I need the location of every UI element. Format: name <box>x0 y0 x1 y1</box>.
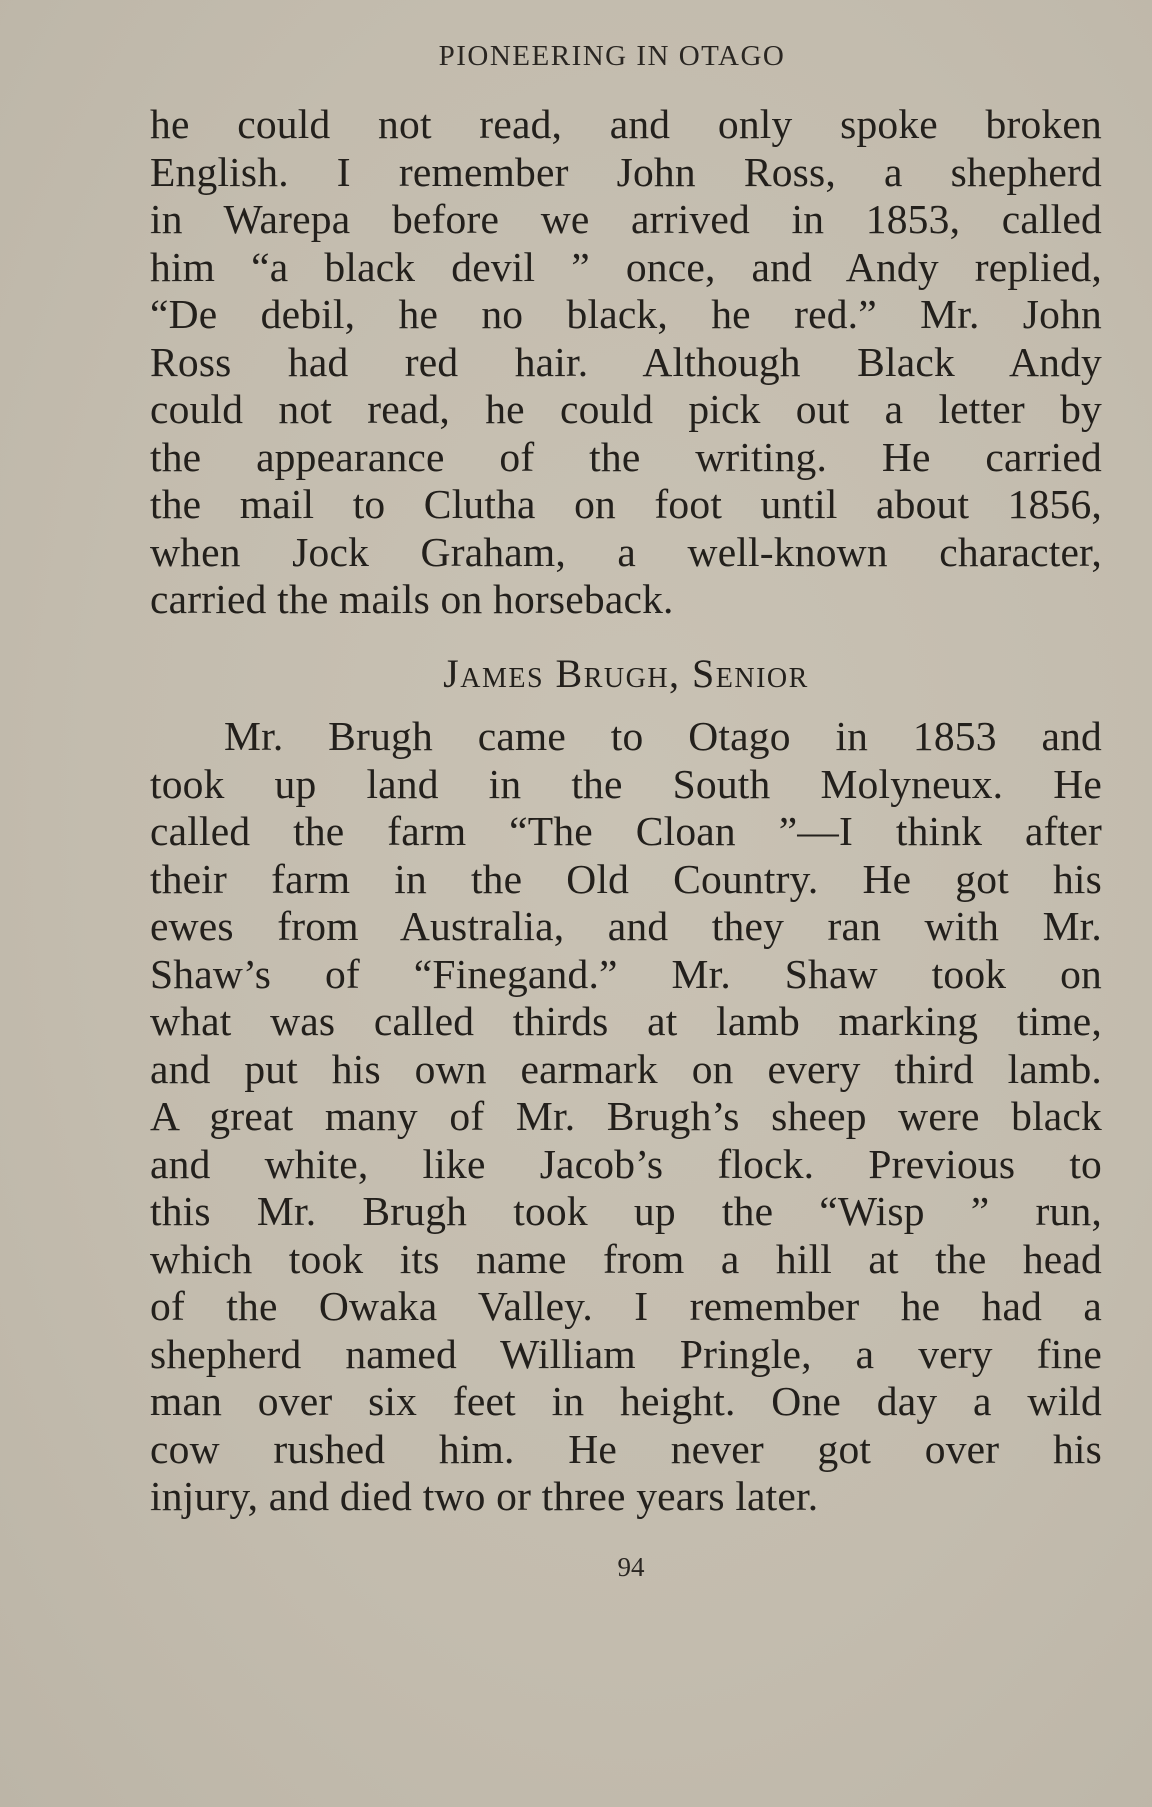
running-head: PIONEERING IN OTAGO <box>438 40 786 72</box>
text-line: in Warepa before we arrived in 1853, called <box>150 196 1102 242</box>
body-text <box>150 101 1102 1521</box>
text-line: the appearance of the writing. He carried <box>150 433 1102 480</box>
text-line: Mr. Brugh came to Otago in 1853 and <box>224 713 1102 759</box>
text-line: Ross had red hair. Although Black Andy <box>150 338 1102 385</box>
page-number: 94 <box>617 1552 645 1582</box>
section-heading: James Brugh, Senior <box>443 650 809 696</box>
text-line: shepherd named William Pringle, a very fine <box>150 1330 1102 1377</box>
text-line: which took its name from a hill at the head <box>150 1235 1102 1282</box>
text-line: injury, and died two or three years later. <box>150 1473 819 1519</box>
text-line: ewes from Australia, and they ran with Mr. <box>150 903 1102 949</box>
text-line: English. I remember John Ross, a shepherd <box>150 148 1102 195</box>
text-line: carried the mails on horseback. <box>150 576 674 622</box>
text-line: and put his own earmark on every third lamb. <box>150 1045 1102 1092</box>
text-line: this Mr. Brugh took up the “Wisp ” run, <box>150 1188 1102 1234</box>
text-line: what was called thirds at lamb marking time, <box>150 998 1102 1044</box>
text-line: called the farm “The Cloan ”—I think after <box>150 808 1102 854</box>
paragraph-2 <box>150 713 1102 1521</box>
text-line: cow rushed him. He never got over his <box>150 1425 1102 1472</box>
text-line: he could not read, and only spoke broken <box>150 101 1102 147</box>
text-line: their farm in the Old Country. He got his <box>150 855 1102 902</box>
text-line: him “a black devil ” once, and Andy replied, <box>150 243 1102 290</box>
text-line: of the Owaka Valley. I remember he had a <box>150 1283 1102 1329</box>
text-line: man over six feet in height. One day a wild <box>150 1378 1102 1424</box>
text-line: could not read, he could pick out a letter by <box>150 386 1102 432</box>
text-line: and white, like Jacob’s flock. Previous to <box>150 1140 1102 1187</box>
paragraph-1 <box>150 101 1102 624</box>
text-line: “De debil, he no black, he red.” Mr. John <box>150 291 1102 337</box>
text-line: when Jock Graham, a well-known character, <box>150 528 1102 575</box>
text-line: took up land in the South Molyneux. He <box>150 760 1102 807</box>
text-line: Shaw’s of “Finegand.” Mr. Shaw took on <box>150 950 1102 997</box>
text-line: the mail to Clutha on foot until about 1856, <box>150 481 1102 527</box>
text-line: A great many of Mr. Brugh’s sheep were black <box>150 1093 1102 1139</box>
